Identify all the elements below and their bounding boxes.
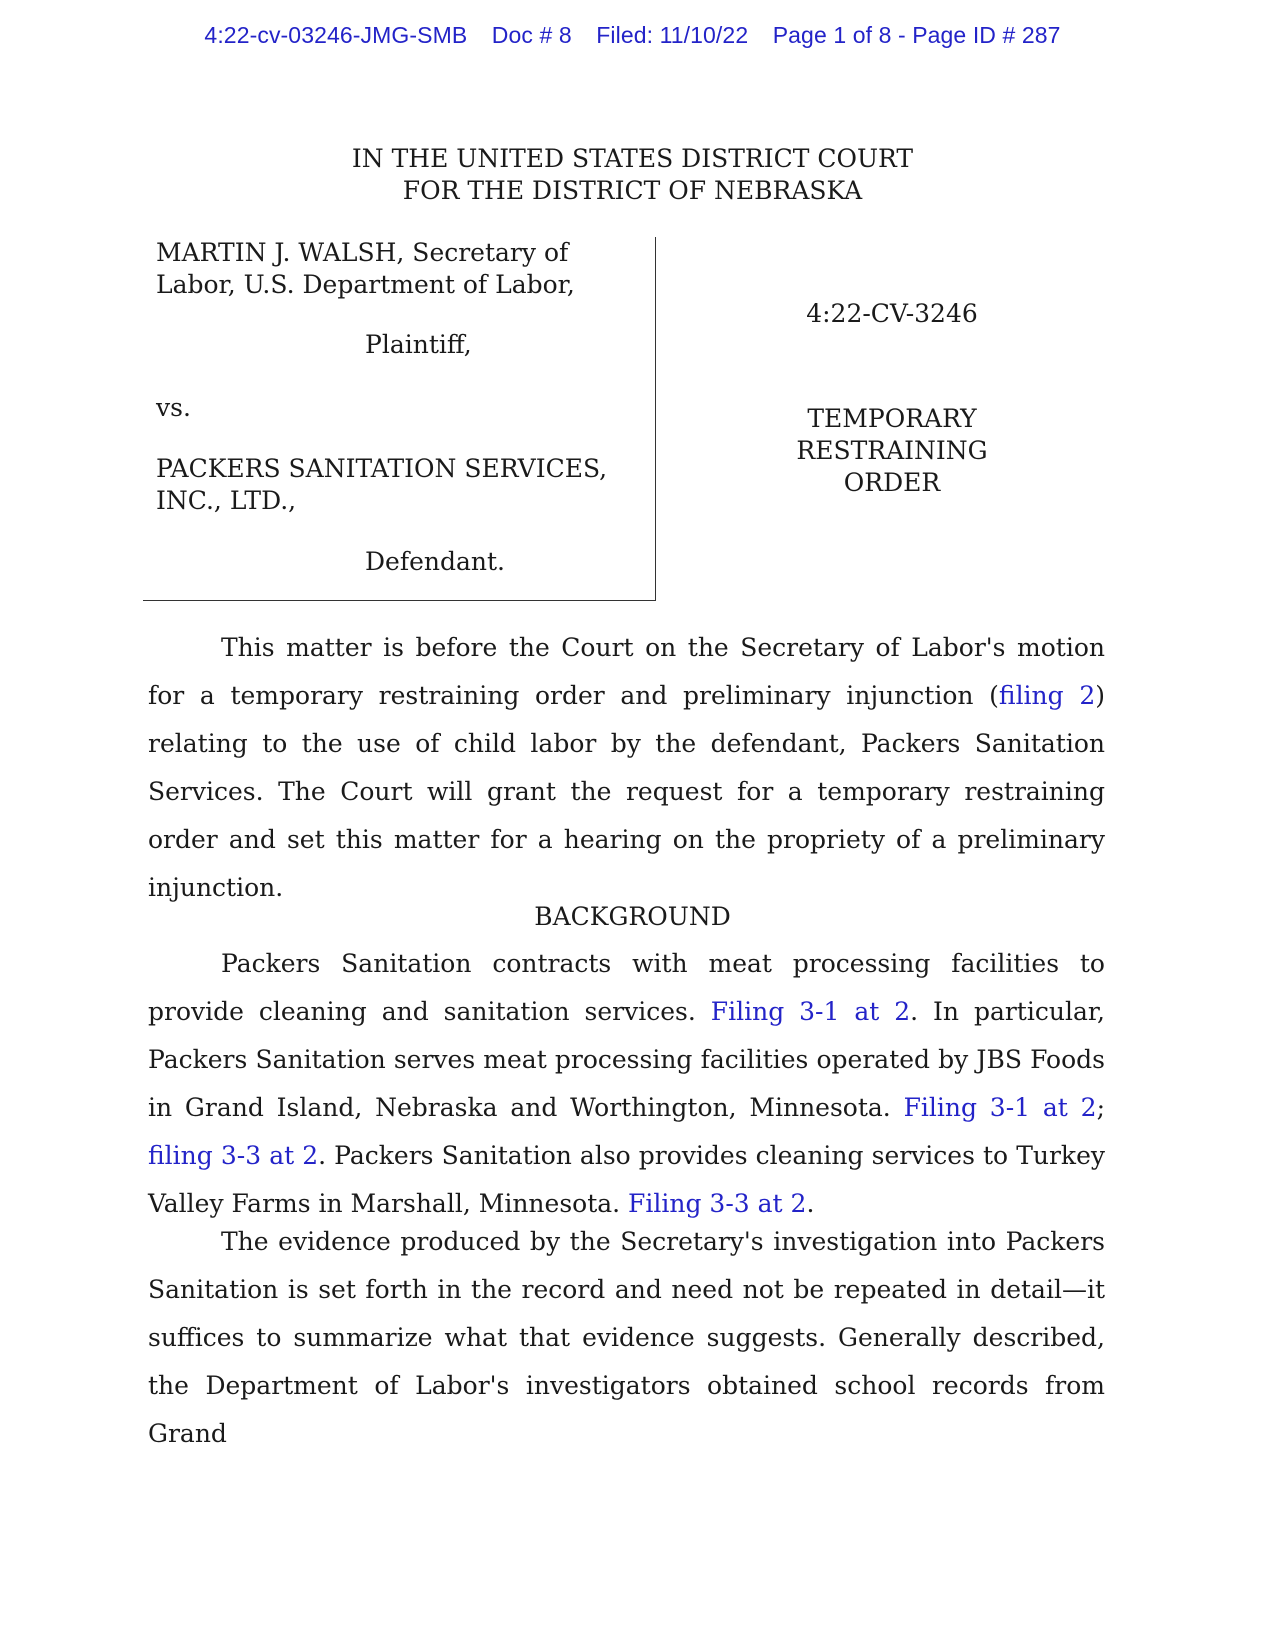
case-caption-parties <box>143 237 656 601</box>
text: . In particular, Packers Sanitation serves meat processing facilities operated by JBS Foods in Grand Island, Nebraska and Worthington, Minnesota. <box>148 997 1105 1122</box>
defendant-line-1: PACKERS SANITATION SERVICES, <box>156 454 608 483</box>
plaintiff-name <box>156 237 575 301</box>
title-line-2: RESTRAINING <box>796 436 988 465</box>
filing-3-3-link-2[interactable]: Filing 3-3 at 2 <box>628 1189 807 1218</box>
header-case-number: 4:22-cv-03246-JMG-SMB <box>204 22 468 48</box>
filing-3-1-link[interactable]: Filing 3-1 at 2 <box>710 997 911 1026</box>
defendant-role: Defendant. <box>365 547 505 576</box>
case-number: 4:22-CV-3246 <box>806 299 978 328</box>
text: Packers Sanitation contracts with meat processing facilities to provide cleaning and sanitation services. <box>148 949 1105 1026</box>
document-title <box>657 403 1127 499</box>
filing-3-3-link[interactable]: filing 3-3 at 2 <box>148 1141 319 1170</box>
title-line-3: ORDER <box>843 468 941 497</box>
background-paragraph-1 <box>148 940 1105 1228</box>
title-line-1: TEMPORARY <box>807 404 977 433</box>
defendant-name <box>156 453 607 517</box>
background-heading: BACKGROUND <box>534 902 731 931</box>
header-page-info: Page 1 of 8 - Page ID # 287 <box>772 22 1061 48</box>
text: This matter is before the Court on the Secretary of Labor's motion for a temporary restraining order and preliminary injunction ( <box>148 633 1105 710</box>
court-heading <box>0 143 1265 207</box>
text: ; <box>1096 1093 1105 1122</box>
ecf-header <box>0 22 1265 49</box>
header-filed-date: Filed: 11/10/22 <box>596 22 749 48</box>
filing-3-1-link-2[interactable]: Filing 3-1 at 2 <box>903 1093 1097 1122</box>
plaintiff-line-1: MARTIN J. WALSH, Secretary of <box>156 238 569 267</box>
background-paragraph-2: The evidence produced by the Secretary's investigation into Packers Sanitation is set forth in the record and need not be repeated in detail—it suffices to summarize what that evidence suggests. Generally described, the Department of Labor's investigators obtained school records from Grand <box>148 1227 1105 1448</box>
court-line-2: FOR THE DISTRICT OF NEBRASKA <box>402 176 863 205</box>
text: . <box>806 1189 815 1218</box>
plaintiff-role: Plaintiff, <box>365 330 472 359</box>
court-line-1: IN THE UNITED STATES DISTRICT COURT <box>351 144 914 173</box>
intro-paragraph <box>148 624 1105 912</box>
defendant-line-2: INC., LTD., <box>156 486 297 515</box>
plaintiff-line-2: Labor, U.S. Department of Labor, <box>156 270 575 299</box>
filing-2-link[interactable]: filing 2 <box>998 681 1096 710</box>
header-doc-number: Doc # 8 <box>491 22 572 48</box>
case-caption-info <box>657 237 1127 600</box>
versus: vs. <box>156 393 191 422</box>
text: ) relating to the use of child labor by the defendant, Packers Sanitation Services. The Court will grant the request for a temporary restraining order and set this matter for a hearing on the propriety of a preliminary injunction. <box>148 681 1105 902</box>
text: . Packers Sanitation also provides cleaning services to Turkey Valley Farms in Marshall, Minnesota. <box>148 1141 1105 1218</box>
